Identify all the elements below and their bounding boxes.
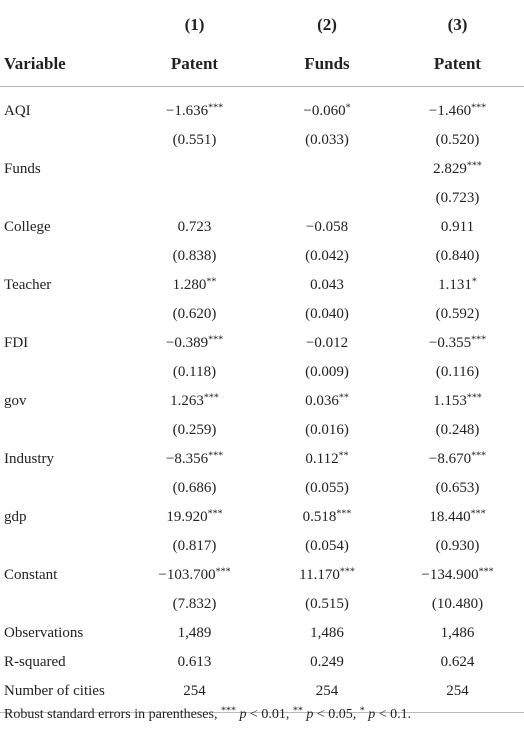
table-row (0, 329, 524, 358)
cell-value: −0.060 (303, 103, 346, 119)
significance-stars: *** (208, 102, 224, 114)
cell-value: −8.670 (428, 451, 472, 467)
cell-value: 0.723 (177, 219, 212, 235)
cell-value: 0.249 (310, 654, 344, 670)
row-label: Observations (4, 625, 84, 641)
table-cell (267, 416, 387, 445)
cell-value: 0.613 (177, 654, 212, 670)
cell-value: 0.624 (440, 654, 475, 670)
table-cell (122, 648, 267, 677)
column-header-2: Funds (304, 53, 350, 73)
table-cell (387, 387, 524, 416)
cell-value: 1.153 (433, 393, 467, 409)
column-number-2: (2) (317, 14, 337, 34)
row-label: R-squared (4, 654, 66, 670)
table-cell (122, 445, 267, 474)
table-cell (387, 213, 524, 242)
row-label (0, 126, 122, 155)
table-cell (122, 532, 267, 561)
cell-value: 1.263 (170, 393, 204, 409)
cell-value: (0.259) (172, 422, 217, 438)
footnote-stars-1: *** (220, 705, 236, 717)
significance-stars: *** (208, 334, 224, 346)
table-cell (387, 590, 524, 619)
cell-value: (0.248) (435, 422, 480, 438)
row-label: Number of cities (4, 683, 105, 699)
cell-value: 11.170 (299, 567, 340, 583)
table-row (0, 416, 524, 445)
footnote-threshold-2: < 0.05, (313, 707, 357, 722)
table-cell (387, 416, 524, 445)
table-cell (267, 126, 387, 155)
table-row (0, 474, 524, 503)
cell-value: 2.829 (433, 161, 467, 177)
table-row (0, 619, 524, 648)
cell-value: 0.043 (310, 277, 344, 293)
significance-stars: *** (208, 450, 224, 462)
cell-value: 1,489 (177, 625, 212, 641)
cell-value: 0.911 (440, 219, 475, 235)
header-row (0, 44, 524, 87)
row-label: Teacher (4, 277, 52, 293)
significance-stars: *** (466, 392, 482, 404)
row-label: gov (4, 393, 27, 409)
table-cell (387, 503, 524, 532)
row-label (0, 242, 122, 271)
table-cell (122, 184, 267, 213)
row-label (0, 358, 122, 387)
row-label (0, 416, 122, 445)
table-cell (387, 532, 524, 561)
cell-value: (7.832) (172, 596, 217, 612)
significance-stars: *** (471, 102, 487, 114)
table-row (0, 213, 524, 242)
cell-value: 0.036 (305, 393, 339, 409)
table-cell (387, 300, 524, 329)
table-row (0, 532, 524, 561)
row-label: FDI (4, 335, 29, 351)
cell-value: −0.058 (305, 219, 349, 235)
row-label: College (4, 219, 51, 235)
table-cell (122, 87, 267, 127)
cell-value: (0.686) (172, 480, 217, 496)
table-cell (267, 358, 387, 387)
cell-value: (0.930) (435, 538, 480, 554)
table-cell (122, 300, 267, 329)
table-cell (267, 445, 387, 474)
table-cell (267, 155, 387, 184)
table-cell (387, 648, 524, 677)
cell-value: 0.112 (305, 451, 339, 467)
row-label (0, 474, 122, 503)
footnote-p-3: p (368, 707, 376, 722)
table-cell (387, 474, 524, 503)
column-number-row (0, 0, 524, 44)
table-cell (122, 387, 267, 416)
cell-value: 1,486 (310, 625, 344, 641)
table-cell (122, 590, 267, 619)
footnote-p-2: p (306, 707, 314, 722)
cell-value: (0.055) (305, 480, 349, 496)
significance-stars: *** (207, 508, 223, 520)
row-label: gdp (4, 509, 27, 525)
table-row (0, 561, 524, 590)
cell-value: 1.131 (438, 277, 472, 293)
significance-stars: ** (338, 392, 349, 404)
table-row (0, 648, 524, 677)
significance-stars: *** (471, 450, 487, 462)
table-cell (122, 561, 267, 590)
cell-value: −1.636 (165, 103, 209, 119)
row-label: Industry (4, 451, 54, 467)
table-row (0, 242, 524, 271)
significance-stars: ** (206, 276, 217, 288)
table-cell (122, 213, 267, 242)
table-cell (122, 474, 267, 503)
table-cell (267, 387, 387, 416)
table-row (0, 387, 524, 416)
table-cell (387, 242, 524, 271)
cell-value: (0.040) (305, 306, 349, 322)
cell-value: 254 (183, 683, 206, 699)
table-cell (122, 155, 267, 184)
footnote-stars-2: ** (292, 705, 303, 717)
table-footnote (4, 707, 411, 723)
table-cell (267, 561, 387, 590)
table-cell (267, 87, 387, 127)
table-row (0, 300, 524, 329)
cell-value: 254 (315, 683, 339, 699)
cell-value: (0.838) (172, 248, 217, 264)
column-number-3: (3) (447, 14, 468, 34)
cell-value: (0.054) (305, 538, 349, 554)
significance-stars: *** (470, 508, 486, 520)
table-cell (267, 503, 387, 532)
column-number-1: (1) (184, 14, 205, 34)
cell-value: (0.033) (305, 132, 349, 148)
table-row (0, 503, 524, 532)
footnote-stars-3: * (359, 705, 365, 717)
significance-stars: *** (203, 392, 219, 404)
column-header-1: Patent (170, 53, 219, 73)
column-header-3: Patent (433, 53, 482, 73)
table-cell (267, 271, 387, 300)
cell-value: (0.653) (435, 480, 480, 496)
significance-stars: *** (466, 160, 482, 172)
table-row (0, 445, 524, 474)
table-cell (387, 271, 524, 300)
table-cell (387, 619, 524, 648)
table-cell (122, 503, 267, 532)
table-row (0, 271, 524, 300)
table-cell (267, 213, 387, 242)
table-cell (267, 590, 387, 619)
cell-value: −0.012 (305, 335, 349, 351)
cell-value: (0.840) (435, 248, 480, 264)
cell-value: (0.592) (435, 306, 480, 322)
footnote-threshold-1: < 0.01, (246, 707, 290, 722)
cell-value: (0.118) (172, 364, 217, 380)
cell-value: (0.551) (172, 132, 217, 148)
significance-stars: ** (338, 450, 349, 462)
cell-value: −103.700 (158, 567, 216, 583)
cell-value: (0.116) (435, 364, 480, 380)
table-row (0, 155, 524, 184)
significance-stars: *** (336, 508, 352, 520)
table-cell (122, 416, 267, 445)
table-cell (122, 242, 267, 271)
table-cell (122, 126, 267, 155)
cell-value: −0.389 (165, 335, 209, 351)
significance-stars: * (345, 102, 351, 114)
table-cell (122, 271, 267, 300)
cell-value: (0.817) (172, 538, 217, 554)
row-label (0, 300, 122, 329)
row-label (0, 532, 122, 561)
table-cell (387, 561, 524, 590)
table-row (0, 184, 524, 213)
row-label: AQI (4, 103, 31, 119)
row-label (0, 184, 122, 213)
table-cell (387, 155, 524, 184)
table-cell (267, 619, 387, 648)
cell-value: 1.280 (172, 277, 207, 293)
table-cell (387, 126, 524, 155)
cell-value: 0.518 (302, 509, 337, 525)
cell-value: 1,486 (440, 625, 475, 641)
table-cell (387, 329, 524, 358)
table-row (0, 358, 524, 387)
cell-value: −134.900 (421, 567, 479, 583)
table-cell (122, 358, 267, 387)
cell-value: 254 (446, 683, 469, 699)
table-body (0, 87, 524, 713)
table-cell (267, 532, 387, 561)
significance-stars: *** (339, 566, 355, 578)
table-cell (267, 474, 387, 503)
cell-value: 18.440 (429, 509, 471, 525)
cell-value: −0.355 (428, 335, 472, 351)
significance-stars: *** (471, 334, 487, 346)
cell-value: (0.016) (305, 422, 349, 438)
cell-value: −1.460 (428, 103, 472, 119)
row-label: Funds (4, 161, 41, 177)
cell-value: (0.009) (305, 364, 349, 380)
table-cell (267, 648, 387, 677)
table-cell (267, 329, 387, 358)
row-label: Constant (4, 567, 58, 583)
variable-header: Variable (4, 53, 66, 73)
table-cell (267, 242, 387, 271)
footnote-text: Robust standard errors in parentheses, (4, 707, 218, 722)
cell-value: (10.480) (431, 596, 484, 612)
table-cell (387, 87, 524, 127)
cell-value: (0.723) (435, 190, 480, 206)
table-cell (387, 358, 524, 387)
cell-value: −8.356 (165, 451, 209, 467)
row-label (0, 590, 122, 619)
cell-value: (0.620) (172, 306, 217, 322)
cell-value: (0.042) (305, 248, 349, 264)
table-row (0, 126, 524, 155)
table-cell (387, 445, 524, 474)
table-cell (122, 619, 267, 648)
table-cell (267, 300, 387, 329)
significance-stars: * (471, 276, 477, 288)
significance-stars: *** (215, 566, 231, 578)
table-cell (122, 329, 267, 358)
table-row (0, 87, 524, 127)
column-number-blank (0, 0, 122, 44)
cell-value: (0.515) (305, 596, 349, 612)
table-cell (387, 184, 524, 213)
footnote-p-1: p (239, 707, 247, 722)
table-row (0, 590, 524, 619)
footnote-threshold-3: < 0.1. (375, 707, 412, 722)
cell-value: (0.520) (435, 132, 480, 148)
significance-stars: *** (478, 566, 494, 578)
cell-value: 19.920 (166, 509, 208, 525)
table-cell (267, 184, 387, 213)
